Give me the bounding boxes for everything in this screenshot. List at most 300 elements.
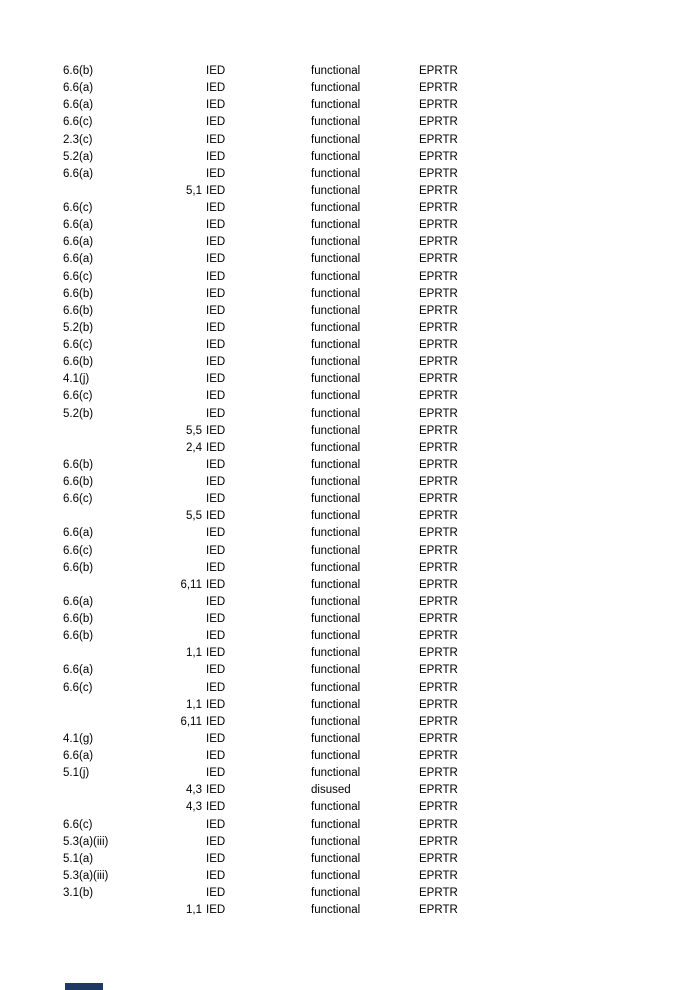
activity-code-cell: 6.6(a)	[63, 219, 94, 232]
table-row	[63, 611, 563, 628]
status-cell: functional	[311, 407, 361, 420]
table-row	[63, 508, 563, 525]
table-row	[63, 543, 563, 560]
register-cell: EPRTR	[419, 219, 458, 232]
activity-code-cell: 5.2(b)	[63, 407, 94, 420]
table-row	[63, 645, 563, 662]
code-and-capacity-cell	[63, 388, 202, 405]
status-cell: functional	[311, 578, 361, 591]
code-and-capacity-cell	[63, 80, 202, 97]
table-row	[63, 406, 563, 423]
table-row	[63, 114, 563, 131]
table-row	[63, 628, 563, 645]
register-cell: EPRTR	[419, 767, 458, 780]
directive-cell: IED	[206, 184, 226, 197]
directive-cell: IED	[206, 578, 226, 591]
directive-cell: IED	[206, 750, 226, 762]
table-row	[63, 217, 563, 234]
register-cell: EPRTR	[419, 613, 458, 625]
directive-cell: IED	[206, 287, 226, 300]
capacity-value-cell: 6,11	[180, 715, 202, 728]
code-and-capacity-cell	[63, 662, 202, 679]
code-and-capacity-cell	[63, 782, 202, 799]
activity-code-cell: 2.3(c)	[63, 133, 93, 146]
table-row	[63, 474, 563, 491]
register-cell: EPRTR	[419, 647, 458, 660]
directive-cell: IED	[206, 116, 226, 129]
activity-code-cell: 4.1(g)	[63, 732, 94, 745]
status-cell: functional	[311, 630, 361, 643]
register-cell: EPRTR	[419, 852, 458, 865]
table-row	[63, 817, 563, 834]
capacity-value-cell: 5,5	[186, 424, 202, 437]
directive-cell: IED	[206, 664, 226, 677]
status-cell: functional	[311, 493, 361, 506]
register-cell: EPRTR	[419, 236, 458, 249]
status-cell: functional	[311, 236, 361, 249]
capacity-value-cell: 5,5	[186, 510, 202, 523]
status-cell: functional	[311, 304, 361, 317]
activity-code-cell: 6.6(a)	[63, 595, 94, 608]
table-row	[63, 132, 563, 149]
register-cell: EPRTR	[419, 510, 458, 523]
register-cell: EPRTR	[419, 150, 458, 163]
directive-cell: IED	[206, 784, 226, 797]
activity-code-cell: 5.2(a)	[63, 150, 94, 163]
register-cell: EPRTR	[419, 904, 458, 917]
code-and-capacity-cell	[63, 303, 202, 320]
status-cell: functional	[311, 253, 361, 266]
table-row	[63, 303, 563, 320]
code-and-capacity-cell	[63, 132, 202, 149]
capacity-value-cell: 6,11	[180, 578, 202, 591]
directive-cell: IED	[206, 698, 226, 711]
register-cell: EPRTR	[419, 732, 458, 745]
capacity-value-cell: 2,4	[186, 441, 202, 454]
activity-code-cell: 6.6(a)	[63, 664, 94, 677]
register-cell: EPRTR	[419, 424, 458, 437]
code-and-capacity-cell	[63, 645, 202, 662]
register-cell: EPRTR	[419, 784, 458, 797]
code-and-capacity-cell	[63, 286, 202, 303]
activity-code-cell: 6.6(c)	[63, 390, 93, 403]
directive-cell: IED	[206, 407, 226, 420]
data-table	[63, 63, 563, 919]
table-row	[63, 200, 563, 217]
status-cell: functional	[311, 904, 361, 917]
table-row	[63, 765, 563, 782]
activity-code-cell: 6.6(b)	[63, 630, 94, 643]
directive-cell: IED	[206, 99, 226, 112]
code-and-capacity-cell	[63, 885, 202, 902]
activity-code-cell: 4.1(j)	[63, 373, 90, 386]
code-and-capacity-cell	[63, 457, 202, 474]
status-cell: functional	[311, 356, 361, 369]
status-cell: functional	[311, 681, 361, 694]
activity-code-cell: 5.3(a)(iii)	[63, 835, 109, 848]
register-cell: EPRTR	[419, 116, 458, 129]
table-row	[63, 594, 563, 611]
table-row	[63, 97, 563, 114]
capacity-value-cell: 4,3	[186, 801, 202, 814]
table-row	[63, 782, 563, 799]
activity-code-cell: 6.6(a)	[63, 82, 94, 95]
status-cell: functional	[311, 698, 361, 711]
register-cell: EPRTR	[419, 681, 458, 694]
activity-code-cell: 6.6(c)	[63, 202, 93, 214]
register-cell: EPRTR	[419, 184, 458, 197]
directive-cell: IED	[206, 647, 226, 660]
directive-cell: IED	[206, 424, 226, 437]
activity-code-cell: 6.6(b)	[63, 287, 94, 300]
table-row	[63, 457, 563, 474]
activity-code-cell: 6.6(b)	[63, 458, 94, 471]
activity-code-cell: 6.6(b)	[63, 356, 94, 369]
table-row	[63, 234, 563, 251]
directive-cell: IED	[206, 732, 226, 745]
status-cell: functional	[311, 818, 361, 831]
table-row	[63, 577, 563, 594]
directive-cell: IED	[206, 476, 226, 488]
status-cell: functional	[311, 202, 361, 214]
directive-cell: IED	[206, 852, 226, 865]
code-and-capacity-cell	[63, 406, 202, 423]
activity-code-cell: 5.1(a)	[63, 852, 94, 865]
status-cell: functional	[311, 476, 361, 488]
activity-code-cell: 6.6(c)	[63, 681, 93, 694]
table-row	[63, 491, 563, 508]
directive-cell: IED	[206, 390, 226, 403]
status-cell: functional	[311, 527, 361, 540]
status-cell: disused	[311, 784, 351, 797]
register-cell: EPRTR	[419, 253, 458, 266]
code-and-capacity-cell	[63, 748, 202, 765]
table-row	[63, 63, 563, 80]
register-cell: EPRTR	[419, 458, 458, 471]
directive-cell: IED	[206, 561, 226, 574]
directive-cell: IED	[206, 818, 226, 831]
register-cell: EPRTR	[419, 287, 458, 300]
code-and-capacity-cell	[63, 697, 202, 714]
directive-cell: IED	[206, 801, 226, 814]
capacity-value-cell: 1,1	[186, 698, 202, 711]
register-cell: EPRTR	[419, 835, 458, 848]
directive-cell: IED	[206, 715, 226, 728]
table-row	[63, 714, 563, 731]
code-and-capacity-cell	[63, 714, 202, 731]
table-row	[63, 286, 563, 303]
activity-code-cell: 6.6(a)	[63, 236, 94, 249]
status-cell: functional	[311, 801, 361, 814]
register-cell: EPRTR	[419, 476, 458, 488]
activity-code-cell: 6.6(c)	[63, 544, 93, 557]
status-cell: functional	[311, 99, 361, 112]
directive-cell: IED	[206, 270, 226, 283]
status-cell: functional	[311, 441, 361, 454]
directive-cell: IED	[206, 544, 226, 557]
register-cell: EPRTR	[419, 82, 458, 95]
activity-code-cell: 5.1(j)	[63, 767, 90, 780]
code-and-capacity-cell	[63, 868, 202, 885]
table-row	[63, 337, 563, 354]
status-cell: functional	[311, 750, 361, 762]
status-cell: functional	[311, 561, 361, 574]
register-cell: EPRTR	[419, 715, 458, 728]
table-row	[63, 371, 563, 388]
table-row	[63, 851, 563, 868]
directive-cell: IED	[206, 339, 226, 351]
activity-code-cell: 6.6(a)	[63, 527, 94, 540]
status-cell: functional	[311, 767, 361, 780]
status-cell: functional	[311, 133, 361, 146]
status-cell: functional	[311, 647, 361, 660]
code-and-capacity-cell	[63, 217, 202, 234]
table-row	[63, 902, 563, 919]
activity-code-cell: 5.3(a)(iii)	[63, 869, 109, 882]
status-cell: functional	[311, 65, 361, 77]
status-cell: functional	[311, 167, 361, 180]
capacity-value-cell: 4,3	[186, 784, 202, 797]
register-cell: EPRTR	[419, 578, 458, 591]
register-cell: EPRTR	[419, 202, 458, 214]
table-row	[63, 320, 563, 337]
status-cell: functional	[311, 339, 361, 351]
status-cell: functional	[311, 373, 361, 386]
register-cell: EPRTR	[419, 133, 458, 146]
activity-code-cell: 6.6(b)	[63, 613, 94, 625]
directive-cell: IED	[206, 133, 226, 146]
directive-cell: IED	[206, 219, 226, 232]
activity-code-cell: 6.6(c)	[63, 818, 93, 831]
code-and-capacity-cell	[63, 543, 202, 560]
table-row	[63, 149, 563, 166]
directive-cell: IED	[206, 681, 226, 694]
directive-cell: IED	[206, 527, 226, 540]
status-cell: functional	[311, 116, 361, 129]
directive-cell: IED	[206, 373, 226, 386]
code-and-capacity-cell	[63, 817, 202, 834]
code-and-capacity-cell	[63, 251, 202, 268]
code-and-capacity-cell	[63, 337, 202, 354]
directive-cell: IED	[206, 904, 226, 917]
status-cell: functional	[311, 732, 361, 745]
status-cell: functional	[311, 150, 361, 163]
register-cell: EPRTR	[419, 544, 458, 557]
activity-code-cell: 6.6(a)	[63, 750, 94, 762]
code-and-capacity-cell	[63, 166, 202, 183]
status-cell: functional	[311, 852, 361, 865]
activity-code-cell: 6.6(c)	[63, 270, 93, 283]
register-cell: EPRTR	[419, 887, 458, 899]
register-cell: EPRTR	[419, 407, 458, 420]
table-row	[63, 697, 563, 714]
status-cell: functional	[311, 287, 361, 300]
register-cell: EPRTR	[419, 493, 458, 506]
clipped-dark-cell-fragment	[65, 983, 103, 990]
register-cell: EPRTR	[419, 441, 458, 454]
code-and-capacity-cell	[63, 371, 202, 388]
activity-code-cell: 6.6(c)	[63, 493, 93, 506]
code-and-capacity-cell	[63, 440, 202, 457]
table-row	[63, 868, 563, 885]
register-cell: EPRTR	[419, 373, 458, 386]
status-cell: functional	[311, 270, 361, 283]
table-row	[63, 354, 563, 371]
code-and-capacity-cell	[63, 680, 202, 697]
register-cell: EPRTR	[419, 321, 458, 334]
directive-cell: IED	[206, 493, 226, 506]
code-and-capacity-cell	[63, 423, 202, 440]
register-cell: EPRTR	[419, 339, 458, 351]
table-row	[63, 440, 563, 457]
directive-cell: IED	[206, 869, 226, 882]
activity-code-cell: 6.6(b)	[63, 561, 94, 574]
code-and-capacity-cell	[63, 799, 202, 816]
register-cell: EPRTR	[419, 270, 458, 283]
activity-code-cell: 6.6(c)	[63, 339, 93, 351]
register-cell: EPRTR	[419, 630, 458, 643]
activity-code-cell: 6.6(a)	[63, 99, 94, 112]
activity-code-cell: 6.6(b)	[63, 476, 94, 488]
directive-cell: IED	[206, 202, 226, 214]
table-row	[63, 183, 563, 200]
status-cell: functional	[311, 869, 361, 882]
register-cell: EPRTR	[419, 664, 458, 677]
register-cell: EPRTR	[419, 99, 458, 112]
code-and-capacity-cell	[63, 577, 202, 594]
code-and-capacity-cell	[63, 491, 202, 508]
status-cell: functional	[311, 835, 361, 848]
directive-cell: IED	[206, 304, 226, 317]
activity-code-cell: 6.6(b)	[63, 304, 94, 317]
directive-cell: IED	[206, 82, 226, 95]
status-cell: functional	[311, 219, 361, 232]
code-and-capacity-cell	[63, 114, 202, 131]
directive-cell: IED	[206, 253, 226, 266]
capacity-value-cell: 5,1	[186, 184, 202, 197]
status-cell: functional	[311, 595, 361, 608]
register-cell: EPRTR	[419, 304, 458, 317]
status-cell: functional	[311, 544, 361, 557]
directive-cell: IED	[206, 767, 226, 780]
table-row	[63, 885, 563, 902]
register-cell: EPRTR	[419, 356, 458, 369]
activity-code-cell: 6.6(a)	[63, 253, 94, 266]
activity-code-cell: 5.2(b)	[63, 321, 94, 334]
directive-cell: IED	[206, 458, 226, 471]
table-row	[63, 166, 563, 183]
register-cell: EPRTR	[419, 801, 458, 814]
register-cell: EPRTR	[419, 869, 458, 882]
register-cell: EPRTR	[419, 595, 458, 608]
register-cell: EPRTR	[419, 527, 458, 540]
code-and-capacity-cell	[63, 902, 202, 919]
code-and-capacity-cell	[63, 63, 202, 80]
directive-cell: IED	[206, 441, 226, 454]
directive-cell: IED	[206, 167, 226, 180]
status-cell: functional	[311, 184, 361, 197]
capacity-value-cell: 1,1	[186, 647, 202, 660]
table-row	[63, 525, 563, 542]
status-cell: functional	[311, 510, 361, 523]
table-row	[63, 80, 563, 97]
directive-cell: IED	[206, 510, 226, 523]
table-row	[63, 423, 563, 440]
register-cell: EPRTR	[419, 65, 458, 77]
table-row	[63, 269, 563, 286]
status-cell: functional	[311, 321, 361, 334]
status-cell: functional	[311, 458, 361, 471]
table-row	[63, 560, 563, 577]
directive-cell: IED	[206, 595, 226, 608]
capacity-value-cell: 1,1	[186, 904, 202, 917]
register-cell: EPRTR	[419, 561, 458, 574]
code-and-capacity-cell	[63, 354, 202, 371]
register-cell: EPRTR	[419, 167, 458, 180]
code-and-capacity-cell	[63, 731, 202, 748]
activity-code-cell: 6.6(c)	[63, 116, 93, 129]
directive-cell: IED	[206, 321, 226, 334]
table-row	[63, 251, 563, 268]
code-and-capacity-cell	[63, 765, 202, 782]
register-cell: EPRTR	[419, 750, 458, 762]
directive-cell: IED	[206, 630, 226, 643]
code-and-capacity-cell	[63, 234, 202, 251]
activity-code-cell: 6.6(a)	[63, 167, 94, 180]
code-and-capacity-cell	[63, 149, 202, 166]
directive-cell: IED	[206, 236, 226, 249]
status-cell: functional	[311, 424, 361, 437]
table-row	[63, 834, 563, 851]
table-row	[63, 799, 563, 816]
directive-cell: IED	[206, 356, 226, 369]
table-row	[63, 680, 563, 697]
directive-cell: IED	[206, 150, 226, 163]
code-and-capacity-cell	[63, 851, 202, 868]
register-cell: EPRTR	[419, 698, 458, 711]
status-cell: functional	[311, 664, 361, 677]
code-and-capacity-cell	[63, 320, 202, 337]
register-cell: EPRTR	[419, 390, 458, 403]
code-and-capacity-cell	[63, 97, 202, 114]
directive-cell: IED	[206, 65, 226, 77]
status-cell: functional	[311, 613, 361, 625]
directive-cell: IED	[206, 835, 226, 848]
code-and-capacity-cell	[63, 834, 202, 851]
table-row	[63, 662, 563, 679]
status-cell: functional	[311, 887, 361, 899]
table-row	[63, 731, 563, 748]
table-row	[63, 748, 563, 765]
code-and-capacity-cell	[63, 269, 202, 286]
status-cell: functional	[311, 82, 361, 95]
table-row	[63, 388, 563, 405]
code-and-capacity-cell	[63, 525, 202, 542]
activity-code-cell: 3.1(b)	[63, 887, 94, 899]
status-cell: functional	[311, 390, 361, 403]
activity-code-cell: 6.6(b)	[63, 65, 94, 77]
code-and-capacity-cell	[63, 183, 202, 200]
status-cell: functional	[311, 715, 361, 728]
code-and-capacity-cell	[63, 594, 202, 611]
code-and-capacity-cell	[63, 474, 202, 491]
directive-cell: IED	[206, 613, 226, 625]
directive-cell: IED	[206, 887, 226, 899]
register-cell: EPRTR	[419, 818, 458, 831]
code-and-capacity-cell	[63, 611, 202, 628]
code-and-capacity-cell	[63, 508, 202, 525]
code-and-capacity-cell	[63, 628, 202, 645]
